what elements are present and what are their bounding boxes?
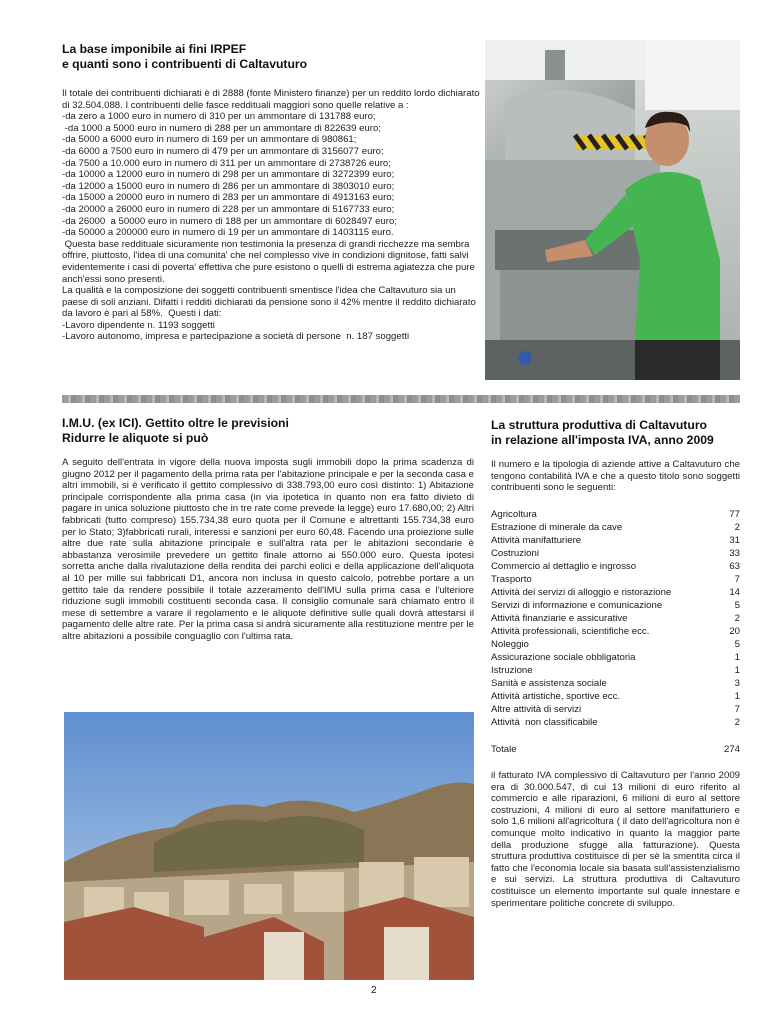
sector-value: 3: [734, 678, 740, 689]
irpef-bracket: -da 7500 a 10.000 euro in numero di 311 per un ammontare di 2738726 euro;: [62, 157, 391, 169]
irpef-bracket: -da 15000 a 20000 euro in numero di 283 per un ammontare di 4913163 euro;: [62, 192, 395, 204]
imu-title-line2: Ridurre le aliquote si può: [62, 431, 209, 445]
sector-value: 14: [729, 587, 740, 598]
sector-value: 31: [729, 535, 740, 546]
sector-value: 1: [734, 665, 740, 676]
irpef-paragraph: Il totale dei contribuenti dichiarati è di 2888 (fonte Ministero finanze) per un reddito lordo dichiarato di 32.504.088. I contribuenti delle fasce reddituali maggiori sono quelle relative a :: [62, 88, 480, 111]
irpef-data-item: -Lavoro autonomo, impresa e partecipazione a società di persone n. 187 soggetti: [62, 331, 410, 343]
sector-value: 7: [734, 704, 740, 715]
sector-label: Attività dei servizi di alloggio e ristorazione: [491, 587, 672, 598]
sector-table: [491, 508, 740, 729]
imu-body: [62, 457, 474, 643]
iva-intro: [491, 459, 740, 494]
sector-row: [491, 664, 740, 677]
page-number: 2: [371, 985, 377, 996]
town-panorama-photo: [64, 712, 474, 980]
sector-value: 63: [729, 561, 740, 572]
sector-row: [491, 599, 740, 612]
sector-value: 20: [729, 626, 740, 637]
sector-row: [491, 508, 740, 521]
iva-title: [491, 418, 741, 448]
sector-row: [491, 638, 740, 651]
sector-value: 5: [734, 600, 740, 611]
sector-label: Attività artistiche, sportive ecc.: [491, 691, 621, 702]
sector-row: [491, 547, 740, 560]
sector-label: Estrazione di minerale da cave: [491, 522, 623, 533]
iva-title-line1: La struttura produttiva di Caltavuturo: [491, 418, 708, 432]
sector-row: [491, 560, 740, 573]
sector-row: [491, 690, 740, 703]
iva-paragraph: il fatturato IVA complessivo di Caltavuturo per l'anno 2009 era di 30.000.547, di cui 13 milioni di euro riferito al commercio e alle riparazioni, 6 milioni di euro al settore costruzioni, 4 milioni di euro al settore manifatturiero e solo 1,6 milioni all'agricoltura ( il dato dell'agricoltura non è comunque molto indicativo in quanto la maggior parte della produzione sfugge alla fatturazione). Questa struttura produttiva costituisce di per sè la smentita circa il fatto che l'economia locale sia basata sull'assistenzialismo e sui servizi. La struttura produttiva di Caltavuturo costituisce un elemento importante sul quale innestare e sperimentare politiche concrete di sviluppo.: [491, 770, 740, 909]
irpef-bracket: -da 50000 a 200000 euro in numero di 19 per un ammontare di 1403115 euro.: [62, 227, 394, 239]
sector-row: [491, 677, 740, 690]
irpef-bracket: -da 1000 a 5000 euro in numero di 288 per un ammontare di 822639 euro;: [62, 122, 381, 134]
sector-label: Attività manifatturiere: [491, 535, 582, 546]
sector-value: 7: [734, 574, 740, 585]
sector-label: Attività professionali, scientifiche ecc.: [491, 626, 650, 637]
sector-row: [491, 716, 740, 729]
irpef-title-line2: e quanti sono i contribuenti di Caltavuturo: [62, 57, 308, 71]
sector-label: Sanità e assistenza sociale: [491, 678, 607, 689]
irpef-body: [62, 88, 480, 343]
sector-value: 33: [729, 548, 740, 559]
iva-intro-text: Il numero e la tipologia di aziende attive a Caltavuturo che tengono contabilità IVA e che a questo titolo sono soggetti contribuenti sono le seguenti:: [491, 459, 740, 494]
sector-value: 2: [734, 613, 740, 624]
sector-label: Istruzione: [491, 665, 533, 676]
sector-value: 77: [729, 509, 740, 520]
sector-row: [491, 625, 740, 638]
section-divider: [62, 395, 740, 403]
total-label: Totale: [491, 744, 517, 755]
irpef-bracket: -da 10000 a 12000 euro in numero di 298 per un ammontare di 3272399 euro;: [62, 169, 395, 181]
sector-value: 1: [734, 652, 740, 663]
sector-label: Costruzioni: [491, 548, 539, 559]
sector-row: [491, 612, 740, 625]
irpef-data-item: -Lavoro dipendente n. 1193 soggetti: [62, 319, 215, 331]
sector-value: 2: [734, 717, 740, 728]
sector-label: Agricoltura: [491, 509, 537, 520]
sector-label: Altre attività di servizi: [491, 704, 582, 715]
irpef-paragraph: La qualità e la composizione dei soggetti contribuenti smentisce l'idea che Caltavuturo sia un paese di soli anziani. Difatti i redditi dichiarati da pensione sono il 42% mentre il reddito dichiarato da lavoro è pari al 58%. Questi i dati:: [62, 285, 479, 320]
imu-title-line1: I.M.U. (ex ICI). Gettito oltre le previsioni: [62, 416, 289, 430]
sector-label: Attività non classificabile: [491, 717, 598, 728]
sector-label: Attività finanziarie e assicurative: [491, 613, 628, 624]
irpef-bracket: -da 20000 a 26000 euro in numero di 228 per un ammontare di 5167733 euro;: [62, 203, 395, 215]
sector-value: 5: [734, 639, 740, 650]
sector-label: Commercio al dettaglio e ingrosso: [491, 561, 637, 572]
sector-row: [491, 703, 740, 716]
total-value: 274: [723, 744, 740, 755]
sector-row: [491, 534, 740, 547]
iva-body: [491, 770, 740, 909]
sector-label: Assicurazione sociale obbligatoria: [491, 652, 636, 663]
iva-title-line2: in relazione all'imposta IVA, anno 2009: [491, 433, 714, 447]
imu-title: [62, 416, 472, 446]
irpef-paragraph: Questa base reddituale sicuramente non testimonia la presenza di grandi ricchezze ma sembra offrire, piuttosto, l'idea di una comunita' che nel complesso vive in condizioni dignitose, fatti salvi evidentemente i casi di poverta' effettiva che pure esistono o quelli di estrema agiatezza che pure anch'essi sono presenti.: [62, 238, 478, 285]
sector-row: [491, 521, 740, 534]
irpef-bracket: -da 6000 a 7500 euro in numero di 479 per un ammontare di 3156077 euro;: [62, 145, 384, 157]
irpef-bracket: -da 26000 a 50000 euro in numero di 188 per un ammontare di 6028497 euro;: [62, 215, 397, 227]
irpef-title-line1: La base imponibile ai fini IRPEF: [62, 42, 247, 56]
sector-label: Trasporto: [491, 574, 532, 585]
total-row: [491, 744, 740, 755]
irpef-title: [62, 42, 462, 72]
sector-row: [491, 573, 740, 586]
irpef-bracket: -da 5000 a 6000 euro in numero di 169 per un ammontare di 980861;: [62, 134, 357, 146]
sector-label: Servizi di informazione e comunicazione: [491, 600, 663, 611]
irpef-bracket: -da 12000 a 15000 euro in numero di 286 per un ammontare di 3803010 euro;: [62, 180, 395, 192]
sector-value: 2: [734, 522, 740, 533]
irpef-bracket: -da zero a 1000 euro in numero di 310 per un ammontare di 131788 euro;: [62, 111, 376, 123]
sector-label: Noleggio: [491, 639, 529, 650]
factory-worker-photo: [485, 40, 740, 380]
sector-value: 1: [734, 691, 740, 702]
sector-row: [491, 586, 740, 599]
sector-row: [491, 651, 740, 664]
imu-paragraph: A seguito dell'entrata in vigore della nuova imposta sugli immobili dopo la prima scadenza di giugno 2012 per il pagamento della prima rata per l'abitazione principale e per la seconda casa e altri immobili, si è verificato il gettito complessivo di 338.793,00 euro così distinto: 1) Abitazione principale corrispondente alla prima casa (in via ipotetica in quanto non era fatto divieto di pagare in unica soluzione piuttosto che in tre rate come prevede la legge) euro 17.680,00; 2) Altri fabbricati (tutto compreso) 155.734,38 euro quota per il Comune e altrettanti 155.734,38 euro per lo Stato; 3)fabbricati rurali, interessi e sanzioni per euro 60,48. Facendo una proiezione sulle altre due rate sulla abitazione principale e sull'altra rata per le abitazioni secondarie è abbastanza verosimile prevedere un gettito finale attorno ai 550.000 euro. Questa ipotesi sorretta anche dalla rivalutazione della rendita dei parchi eolici e della applicazione dell'aliquota al 10 per mille sui fabbricati D1, ancora non inclusa in questo calcolo, potrebbe portare a un gettito tale da rendere possibile il totale azzeramento dell'IMU sulla prima casa e l'ulteriore riduzione sugli immobili costituenti seconda casa. Il consiglio comunale sarà chiamato entro il mese di settembre a varare il regolamento e le aliquote definitive sulle quali dovrà attestarsi il pagamento delle altre rate. Per la prima casa si andrà sicuramente alla restituzione mentre per le altre abitazioni a possibile conguaglio con l'ultima rata.: [62, 457, 474, 642]
